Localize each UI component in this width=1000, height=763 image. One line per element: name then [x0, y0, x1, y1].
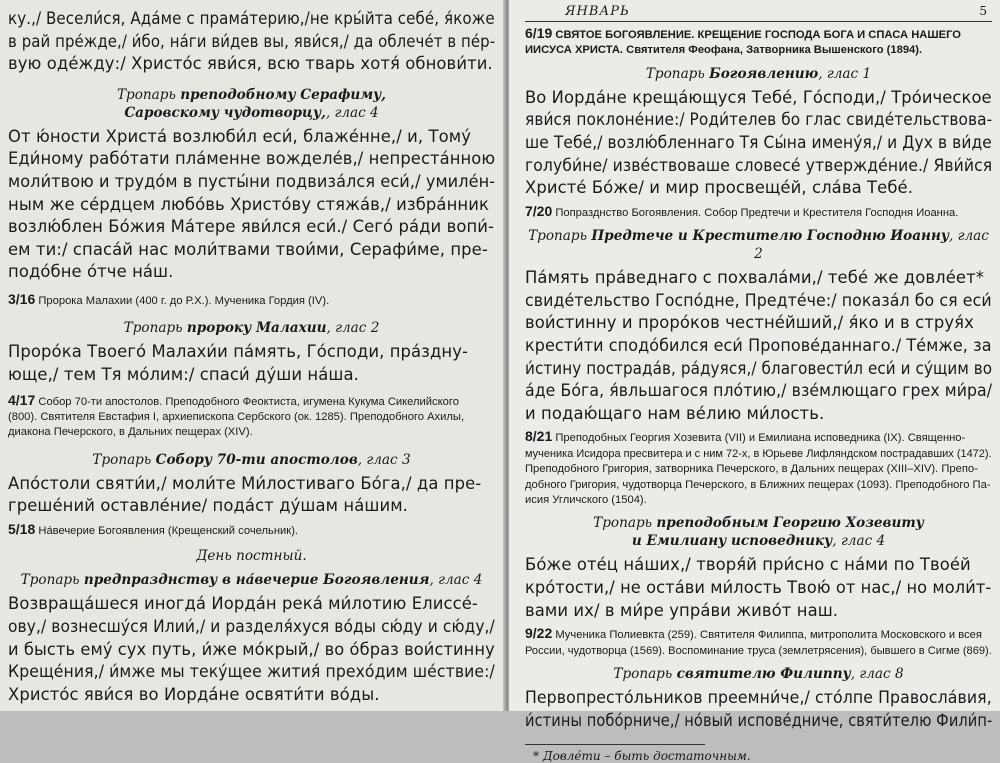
date-entry-8: 8/21 Преподобных Георгия Хозевита (VII) и Емилиана исповедника (IX). Священно- мученика Исидора пресвитера и с ним 72-х, в Юрьеве Лифляндском пострадавших (1472). Преподобного Григория, затворника Печерского, в Дальних пещерах (XIII–XIV). Препо- добного Григория, чудотворца Печерского, в Ближних пещерах (1093). Преподобного Па- исия Угличского (1504). — [525, 428, 992, 506]
troparion-text-forerunner: Па́мять пра́веднаго с похвала́ми,/ тебе́ же довле́ет* свиде́тельство Госпо́дне, Предте́че:/ показа́л бо ся еси́ вои́стинну и проро́ков честне́йший,/ я́ко и в струя́х крести́ти сподо́бился еси́ Пропове́даннаго./ Те́мже, за и́стину пострада́в, ра́дуяся,/ благовести́л еси́ и су́щим во а́де Бо́га, я́вльшагося пло́тию,/ взе́млющаго грех ми́ра/ и подаю́щаго нам ве́лию ми́лость. — [525, 268, 993, 423]
troparion-heading-forerunner: Тропарь Предтече и Крестителю Господню Иоанну, глас 2 — [528, 228, 989, 263]
troparion-heading-philip: Тропарь святителю Филиппу, глас 8 — [613, 665, 904, 682]
date-entry-5: 5/18 На́вечерие Богоявления (Крещенский сочельник). — [8, 520, 299, 537]
troparion-heading-forefeast: Тропарь предпразднству в на́вечерие Богоявления, глас 4 — [20, 572, 483, 589]
troparion-text-georgios: Бо́же оте́ц на́ших,/ творя́й при́сно с на́ми по Твое́й кро́тости,/ не оста́ви ми́лость Твою́ от нас,/ но моли́т- вами их/ в ми́ре упра́ви живо́т наш. — [525, 555, 992, 620]
footnote: * Довле́ти – быть достаточным. — [533, 749, 751, 763]
header-month: ЯНВАРЬ — [565, 4, 630, 19]
left-page — [0, 0, 505, 711]
date-entry-9: 9/22 Мученика Полиевкта (259). Святителя Филиппа, митрополита Московского и всея России, чудотворца (1569). Воспоминание труса (землетрясения), бывшего в Сигме (869). — [525, 625, 992, 657]
troparion-heading-georgios: Тропарь преподобным Георгию Хозевиту и Емилиану исповеднику, глас 4 — [593, 515, 924, 550]
troparion-text-philip: Первопресто́льников преемни́че,/ сто́лпе Правосла́вия, и́стины побо́рниче,/ но́вый испове́дниче, святи́телю Фили́п- — [525, 687, 993, 730]
date-entry-7: 7/20 Попразднство Богоявления. Собор Предтечи и Крестителя Господня Иоанна. — [525, 202, 959, 219]
right-page — [509, 0, 1000, 763]
troparion-text-forefeast: Возвраща́шеся иногда́ Иорда́н река́ ми́лотию Елиссе́- ову,/ вознесшу́ся Илии́,/ и разделя́хуся во́ды сю́ду и сю́ду,/ и бысть ему́ сух путь, и́же мо́крый,/ во о́браз вои́стинну Креще́ния,/ и́мже мы теку́щее жития́ прехо́дим ше́ствие:/ Христо́с яви́ся во Иорда́не освяти́ти во́ды. — [8, 594, 495, 704]
running-header — [525, 4, 992, 22]
troparion-text-malachi: Проро́ка Твоего́ Малахи́и па́мять, Го́споди, пра́здну- юще,/ тем Тя мо́лим:/ спаси́ ду́ши на́ша. — [8, 342, 469, 384]
troparion-text-theophany: Во Иорда́не креща́ющуся Тебе́, Го́споди,/ Тро́ическое яви́ся поклоне́ние:/ Роди́телев бо глас свиде́тельствова- ше Тебе́,/ возлю́бленнаго Тя Сы́на имену́я,/ и Дух в ви́де голуби́не/ изве́ствоваше словесе́ утвержде́ние./ Яви́йся Христе́ Бо́же/ и мир просвеще́й, сла́ва Тебе́. — [525, 87, 993, 198]
page-number: 5 — [979, 4, 988, 18]
troparion-text-seventy: Апо́столи святи́и,/ моли́те Ми́лостиваго Бо́га,/ да пре- греше́ний оставле́ние/ пода́ст ду́шам на́шим. — [8, 473, 482, 516]
date-entry-6: 6/19 СВЯТОЕ БОГОЯВЛЕНИЕ. КРЕЩЕНИЕ ГОСПОДА БОГА И СПАСА НАШЕГО ИИСУСА ХРИСТА. Святителя Феофана, Затворника Вышенского (1894). — [525, 25, 961, 57]
fast-day-note: День постный. — [196, 548, 307, 565]
opening-text — [8, 8, 495, 76]
troparion-heading-seventy: Тропарь Собору 70-ти апостолов, глас 3 — [92, 451, 411, 468]
text-line: в рай пре́жде,/ и́бо, на́ги ви́дев вы, яви́ся,/ да облече́т в пе́р- — [8, 31, 496, 51]
text-line: ку.,/ Весели́ся, Ада́ме с прама́терию,/не кры́йта себе́, я́коже — [8, 9, 495, 28]
troparion-heading-malachi: Тропарь пророку Малахии, глас 2 — [123, 320, 380, 337]
troparion-heading-theophany: Тропарь Богоявлению, глас 1 — [645, 65, 872, 82]
footnote-rule — [525, 744, 705, 745]
troparion-heading-seraphim: Тропарь преподобному Серафиму, Саровскому чудотворцу,, глас 4 — [116, 86, 387, 121]
troparion-text-seraphim: От ю́ности Христа́ возлюби́л еси́, блаже́нне,/ и, Тому́ Еди́ному рабо́тати пла́менне вожделе́в,/ непреста́нною моли́твою и трудо́м в пусты́ни подвиза́лся еси́,/ умиле́н- ным же се́рдцем любо́вь Христо́ву стяжа́в,/ избра́нник возлю́блен Бо́жия Ма́тере яви́лся еси́./ Сего́ ра́ди вопи́- ем ти:/ спаса́й нас моли́твами твои́ми, Серафи́ме, пре- подо́бне о́тче на́ш. — [8, 126, 496, 282]
text-line: вую оде́жду:/ Христо́с яви́ся, всю тварь хотя́ обнови́ти. — [8, 54, 493, 74]
date-entry-3: 3/16 Пророка Малахии (400 г. до Р.Х.). Мученика Гордия (IV). — [8, 290, 330, 307]
date-entry-4: 4/17 Собор 70-ти апостолов. Преподобного Феоктиста, игумена Кукума Сикелийского (800). Святителя Евстафия I, архиепископа Сербского (ок. 1285). Преподобного Ахилы, диакона Печерского, в Дальних пещерах (XIV). — [8, 391, 465, 439]
